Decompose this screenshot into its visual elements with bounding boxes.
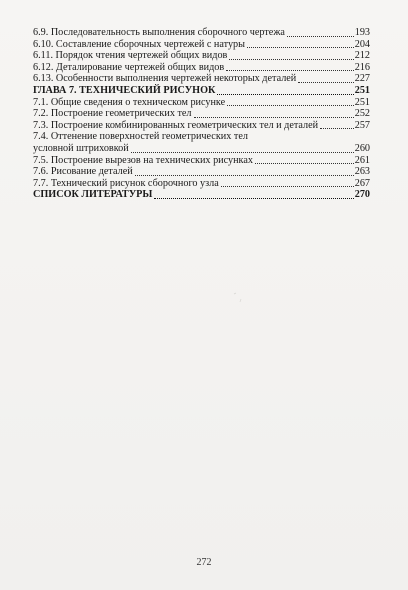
toc-entry-page: 260 — [354, 142, 370, 154]
toc-entry-page: 251 — [354, 84, 370, 96]
toc-entry-7-7 — [33, 178, 370, 190]
toc-entry-6-10 — [33, 39, 370, 51]
toc-entry-7-4 — [33, 143, 370, 155]
toc-entry-page: 227 — [354, 73, 370, 85]
toc-chapter-title: ГЛАВА 7. ТЕХНИЧЕСКИЙ РИСУНОК — [33, 84, 216, 96]
toc-bibliography — [33, 189, 370, 201]
toc-entry-title: 6.9. Последовательность выполнения сборочного чертежа — [33, 27, 285, 38]
dot-leader — [194, 117, 354, 118]
dot-leader — [226, 70, 354, 71]
toc-entry-page: 212 — [354, 50, 370, 62]
dot-leader — [247, 47, 354, 48]
toc-entry-title: 6.12. Деталирование чертежей общих видов — [33, 61, 225, 73]
toc-entry-title: 6.10. Составление сборочных чертежей с натуры — [33, 38, 245, 50]
toc-entry-7-5 — [33, 155, 370, 167]
dot-leader — [135, 175, 354, 176]
toc-entry-page: 216 — [354, 61, 370, 73]
toc-entry-page: 267 — [354, 177, 370, 189]
toc-entry-6-13 — [33, 73, 370, 85]
toc-entry-page: 193 — [354, 27, 370, 38]
toc-entry-7-2 — [33, 108, 370, 120]
dot-leader — [287, 36, 354, 37]
toc-entry-page: 270 — [354, 189, 370, 201]
toc-entry-page: 263 — [354, 166, 370, 178]
page-number: 272 — [196, 557, 212, 568]
dot-leader — [221, 186, 354, 187]
toc-entry-title: 7.3. Построение комбинированных геометрических тел и деталей — [33, 119, 319, 131]
toc-entry-title: 7.4. Оттенение поверхностей геометрических тел — [33, 131, 248, 143]
toc-entry-title-continued: условной штриховкой — [33, 142, 129, 154]
toc-entry-title: 6.13. Особенности выполнения чертежей некоторых деталей — [33, 73, 297, 85]
toc-entry-page: 252 — [354, 108, 370, 120]
dot-leader — [255, 163, 354, 164]
toc-entry-title: 7.6. Рисование деталей — [33, 166, 133, 178]
toc-entry-page: 257 — [354, 119, 370, 131]
paper-speck-marks — [230, 290, 250, 310]
dot-leader — [131, 152, 354, 153]
table-of-contents — [33, 27, 370, 201]
toc-entry-6-11 — [33, 50, 370, 62]
dot-leader — [227, 105, 354, 106]
toc-entry-title: 7.2. Построение геометрических тел — [33, 108, 192, 120]
toc-entry-6-12 — [33, 62, 370, 74]
toc-chapter-7 — [33, 85, 370, 97]
toc-entry-7-1 — [33, 97, 370, 109]
toc-entry-6-9 — [33, 27, 370, 39]
toc-entry-page: 251 — [354, 96, 370, 108]
toc-entry-7-4-line1 — [33, 131, 370, 143]
toc-entry-title: 7.1. Общие сведения о техническом рисунке — [33, 96, 226, 108]
dot-leader — [154, 198, 353, 199]
toc-chapter-title: СПИСОК ЛИТЕРАТУРЫ — [33, 189, 153, 201]
dot-leader — [217, 94, 353, 95]
toc-entry-page: 261 — [354, 154, 370, 166]
toc-entry-title: 7.7. Технический рисунок сборочного узла — [33, 177, 219, 189]
toc-entry-title: 7.5. Построение вырезов на технических рисунках — [33, 154, 253, 166]
toc-entry-7-6 — [33, 166, 370, 178]
dot-leader — [298, 82, 353, 83]
toc-entry-page: 204 — [354, 38, 370, 50]
dot-leader — [229, 59, 353, 60]
toc-entry-title: 6.11. Порядок чтения чертежей общих видов — [33, 50, 228, 62]
dot-leader — [320, 128, 354, 129]
toc-entry-7-3 — [33, 120, 370, 132]
